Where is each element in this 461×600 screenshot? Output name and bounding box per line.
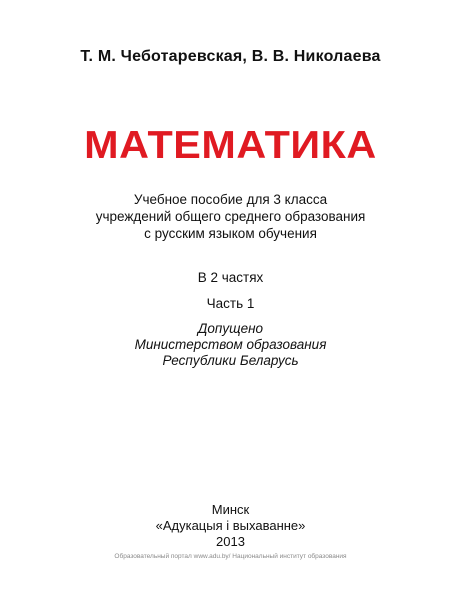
subtitle-line-1: Учебное пособие для 3 класса xyxy=(133,192,328,207)
footer-note: Образовательный портал www.adu.by/ Национальный институт образования xyxy=(114,553,347,560)
approval-note xyxy=(0,321,461,369)
approval-line-1: Допущено xyxy=(197,321,264,336)
publisher-name: «Адукацыя і выхаванне» xyxy=(155,518,306,533)
approval-line-3: Республики Беларусь xyxy=(162,353,299,368)
subtitle xyxy=(0,191,461,242)
book-title: МАТЕМАТИКА xyxy=(84,124,377,167)
parts-count: В 2 частях xyxy=(197,270,264,285)
publisher-block xyxy=(0,502,461,550)
subtitle-line-3: с русским языком обучения xyxy=(144,226,317,241)
authors: Т. М. Чеботаревская, В. В. Николаева xyxy=(80,48,381,65)
approval-line-2: Министерством образования xyxy=(134,337,327,352)
subtitle-line-2: учреждений общего среднего образования xyxy=(95,209,366,224)
part-number: Часть 1 xyxy=(206,296,255,311)
publisher-city: Минск xyxy=(211,502,250,517)
publisher-year: 2013 xyxy=(216,534,245,549)
